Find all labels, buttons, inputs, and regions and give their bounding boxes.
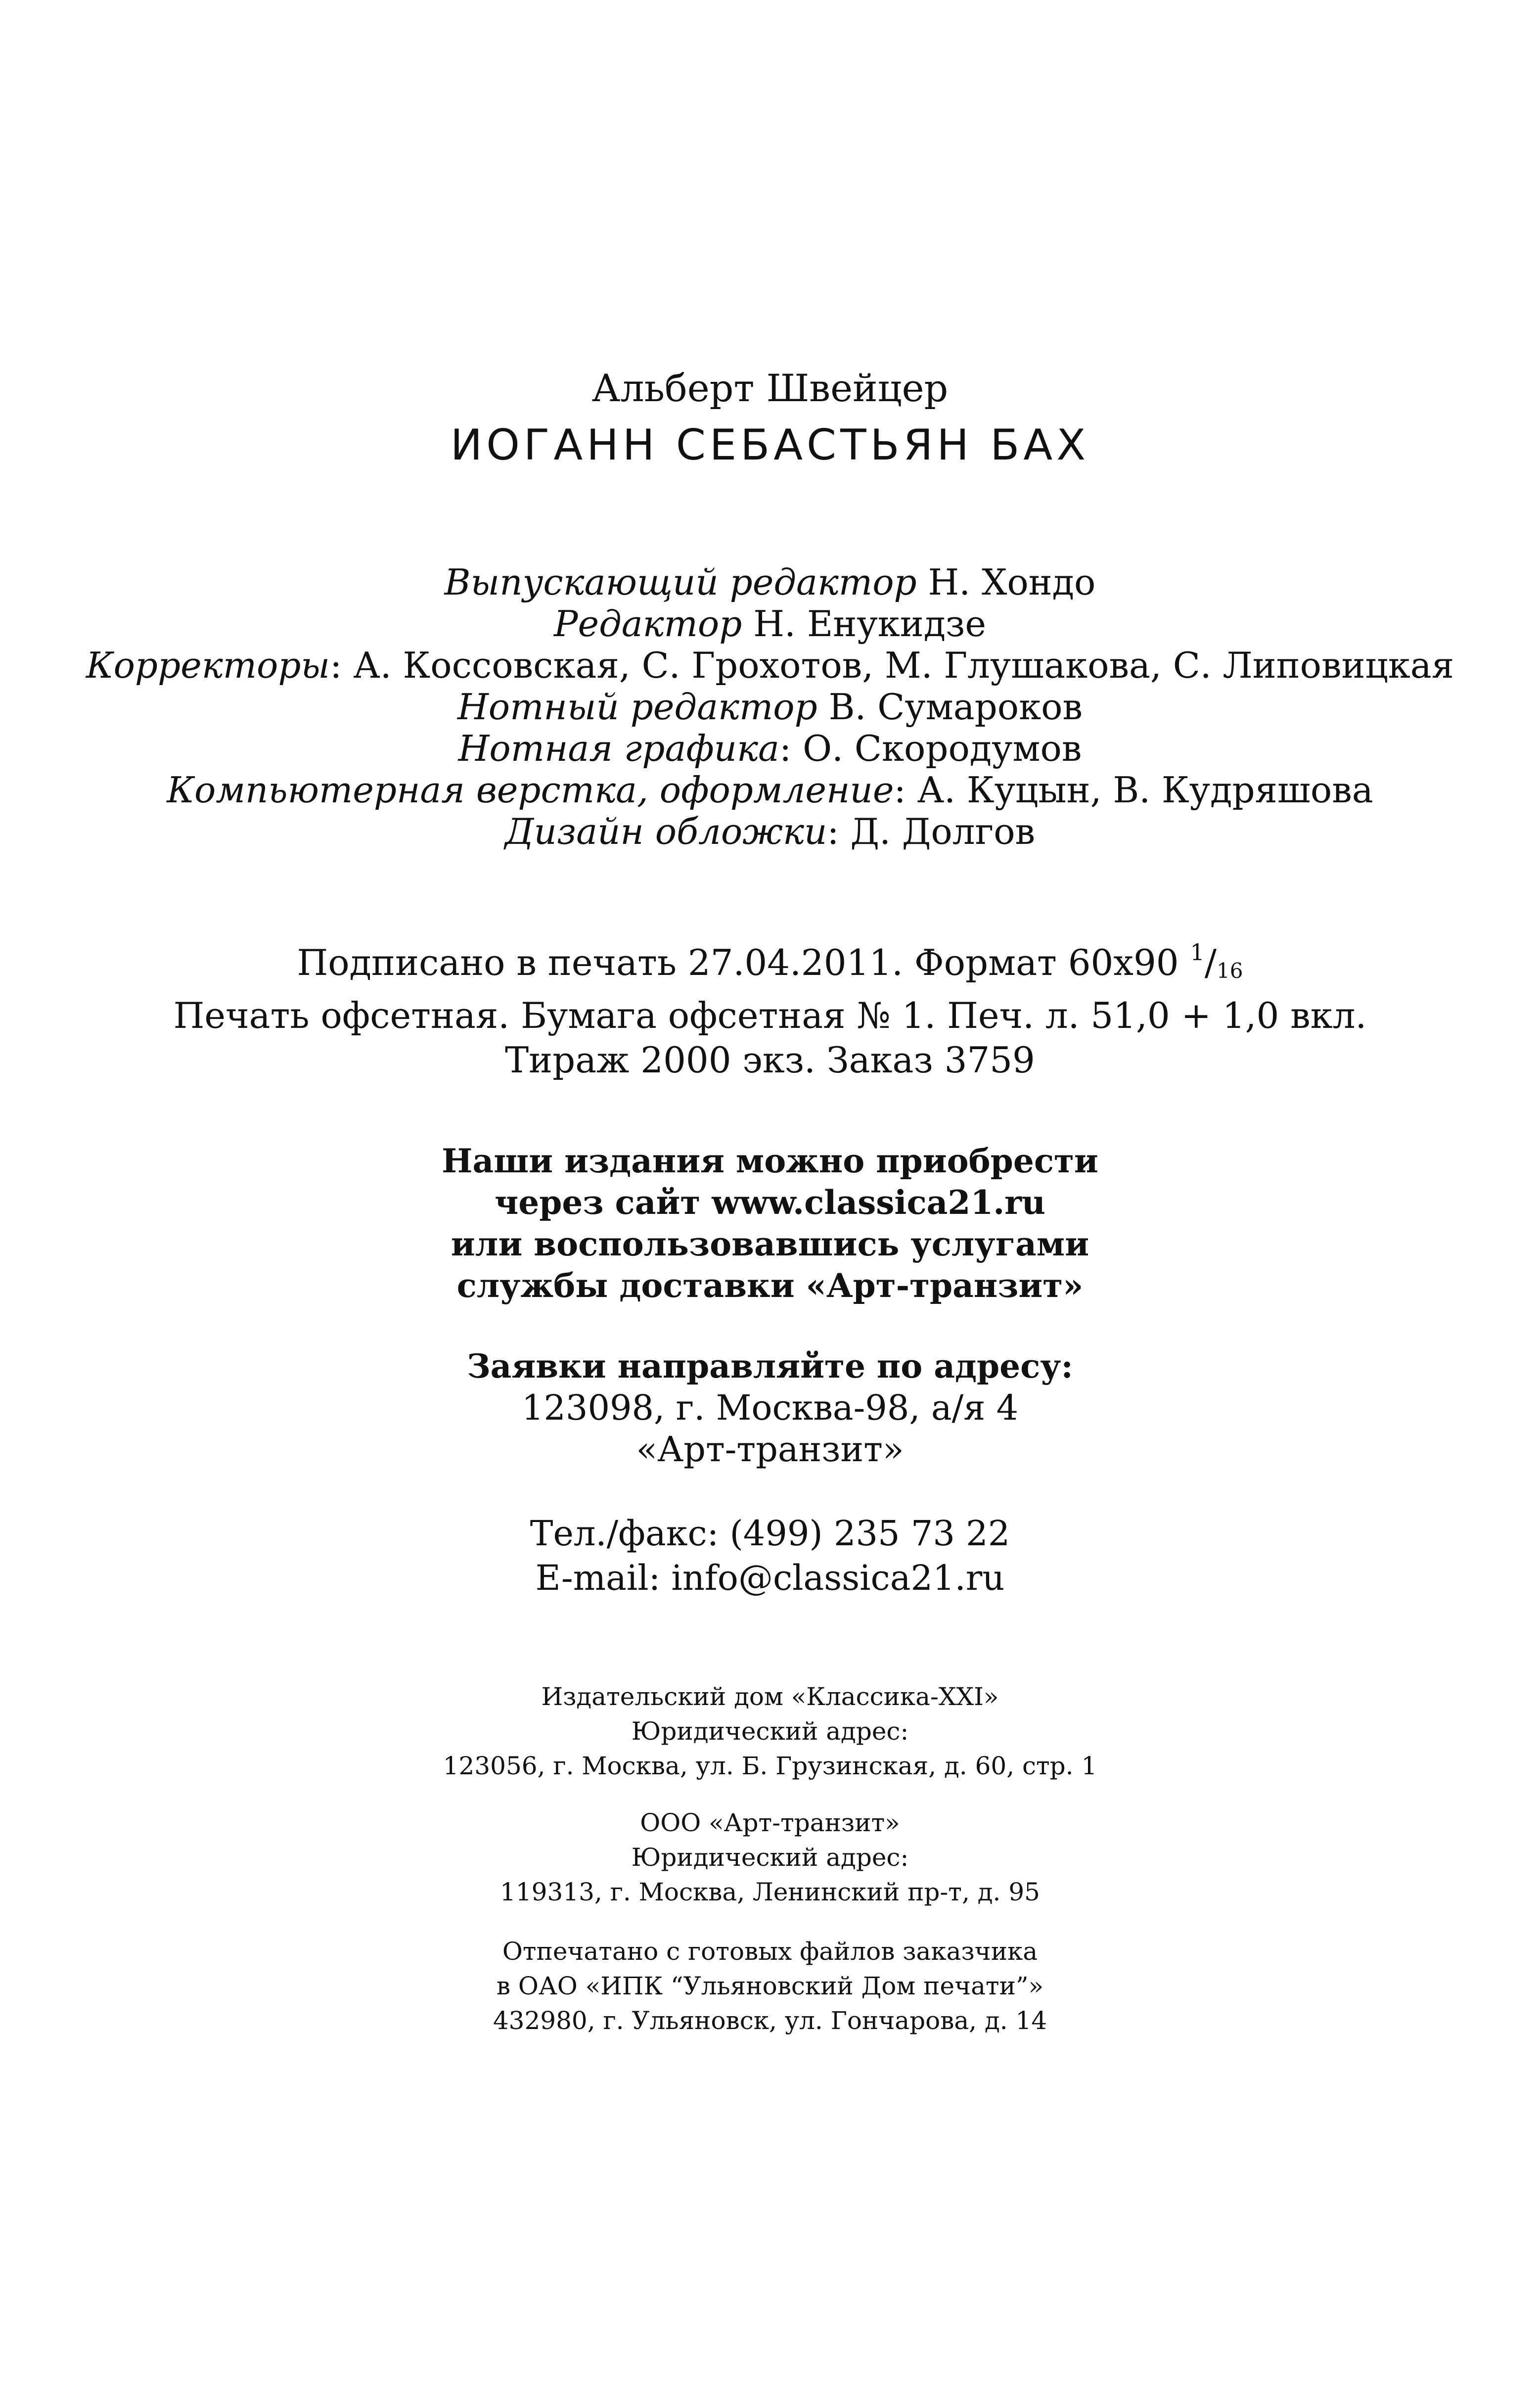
- credit-role: Компьютерная верстка, оформление: [167, 769, 894, 811]
- credit-separator: :: [894, 769, 917, 811]
- credit-line: [0, 728, 1540, 769]
- purchase-notice: [0, 1140, 1540, 1306]
- credit-names: Н. Енукидзе: [753, 603, 986, 645]
- distributor-line: 119313, г. Москва, Ленинский пр-т, д. 95: [500, 1878, 1040, 1906]
- publisher-line: Юридический адрес:: [631, 1717, 909, 1746]
- printer-line: в ОАО «ИПК “Ульяновский Дом печати”»: [496, 1972, 1044, 2000]
- purchase-line: через сайт www.classica21.ru: [494, 1183, 1046, 1222]
- orders-postal-address: 123098, г. Москва-98, а/я 4: [521, 1387, 1019, 1428]
- printer-info: [0, 1934, 1540, 2038]
- credit-separator: :: [827, 811, 851, 852]
- credit-role: Нотный редактор: [457, 686, 817, 728]
- contacts: [0, 1511, 1540, 1600]
- print-paper: Печать офсетная. Бумага офсетная № 1. Печ. л. 51,0 + 1,0 вкл.: [173, 995, 1367, 1036]
- distributor-info: [0, 1805, 1540, 1909]
- credit-names: Д. Долгов: [850, 811, 1036, 852]
- print-signed-format: Подписано в печать 27.04.2011. Формат 60x90 $^1/_{16}$: [297, 939, 1243, 983]
- distributor-line: ООО «Арт-транзит»: [640, 1808, 900, 1837]
- format-numerator: 1: [1190, 939, 1205, 966]
- author-name: Альберт Швейцер: [591, 366, 949, 410]
- phone-fax: Тел./факс: (499) 235 73 22: [530, 1513, 1010, 1554]
- purchase-line: или воспользовавшись услугами: [451, 1225, 1089, 1263]
- credit-separator: [917, 561, 928, 603]
- credit-line: [0, 686, 1540, 728]
- format-denominator: 16: [1217, 959, 1243, 983]
- credit-line: [0, 561, 1540, 603]
- print-run: Тираж 2000 экз. Заказ 3759: [505, 1039, 1035, 1081]
- purchase-line: Наши издания можно приобрести: [442, 1142, 1098, 1180]
- credit-separator: :: [330, 645, 354, 686]
- credit-line: [0, 603, 1540, 645]
- credit-names: А. Куцын, В. Кудряшова: [917, 769, 1373, 811]
- credit-role: Дизайн обложки: [504, 811, 827, 852]
- orders-recipient: «Арт-транзит»: [636, 1429, 904, 1470]
- credit-names: В. Сумароков: [828, 686, 1083, 728]
- orders-address: [0, 1345, 1540, 1470]
- credit-names: О. Скородумов: [803, 728, 1082, 769]
- credit-separator: [742, 603, 753, 645]
- credit-role: Корректоры: [86, 645, 330, 686]
- credit-line: [0, 811, 1540, 852]
- credit-separator: :: [779, 728, 803, 769]
- credit-line: [0, 769, 1540, 811]
- credit-role: Нотная графика: [458, 728, 779, 769]
- printer-line: Отпечатано с готовых файлов заказчика: [502, 1937, 1038, 1966]
- purchase-line: службы доставки «Арт-транзит»: [456, 1266, 1084, 1305]
- publisher-line: Издательский дом «Классика-XXI»: [541, 1682, 999, 1711]
- distributor-line: Юридический адрес:: [631, 1843, 909, 1872]
- print-info: [0, 930, 1540, 1082]
- credit-names: Н. Хондо: [928, 561, 1096, 603]
- credit-line: [0, 645, 1540, 686]
- credit-separator: [817, 686, 829, 728]
- publisher-info: [0, 1679, 1540, 1783]
- credits-list: [0, 561, 1540, 852]
- printer-line: 432980, г. Ульяновск, ул. Гончарова, д. 14: [493, 2006, 1047, 2035]
- book-title: ИОГАНН СЕБАСТЬЯН БАХ: [450, 420, 1090, 470]
- orders-heading: Заявки направляйте по адресу:: [467, 1347, 1073, 1385]
- publisher-line: 123056, г. Москва, ул. Б. Грузинская, д. 60, стр. 1: [443, 1752, 1097, 1780]
- format-slash: /: [1204, 942, 1217, 983]
- email: E-mail: info@classica21.ru: [535, 1558, 1005, 1598]
- credit-names: А. Коссовская, С. Грохотов, М. Глушакова, С. Липовицкая: [353, 645, 1454, 686]
- credit-role: Выпускающий редактор: [444, 561, 917, 603]
- credit-role: Редактор: [554, 603, 742, 645]
